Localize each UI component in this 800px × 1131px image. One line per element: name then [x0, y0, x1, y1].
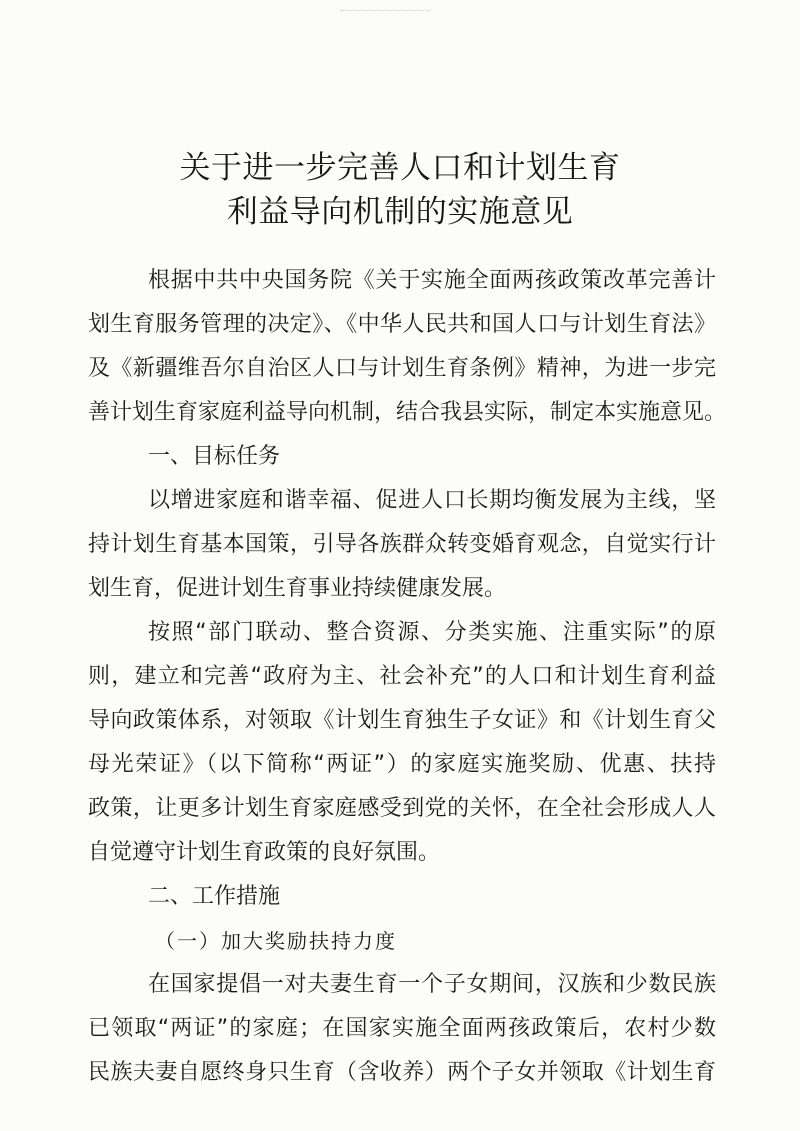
paragraph-line: 在国家提倡一对夫妻生育一个子女期间，汉族和少数民族: [148, 972, 716, 997]
intro-line: 善计划生育家庭利益导向机制，结合我县实际，制定本实施意见。: [88, 400, 727, 425]
section-heading-2: 二、工作措施: [148, 884, 281, 909]
paragraph-line: 以增进家庭和谐幸福、促进人口长期均衡发展为主线，坚: [148, 488, 716, 513]
paragraph-line: 按照“部门联动、整合资源、分类实施、注重实际”的原: [148, 620, 716, 645]
document-title-line-1: 关于进一步完善人口和计划生育: [179, 150, 621, 186]
sub-heading: （一）加大奖励扶持力度: [155, 929, 397, 953]
paragraph-line: 持计划生育基本国策，引导各族群众转变婚育观念，自觉实行计: [88, 532, 716, 557]
intro-line: 及《新疆维吾尔自治区人口与计划生育条例》精神，为进一步完: [88, 356, 716, 381]
scan-artifact: [340, 10, 430, 12]
paragraph-line: 划生育，促进计划生育事业持续健康发展。: [88, 576, 507, 601]
paragraph-line: 已领取“两证”的家庭；在国家实施全面两孩政策后，农村少数: [88, 1016, 716, 1041]
paragraph-line: 政策，让更多计划生育家庭感受到党的关怀，在全社会形成人人: [88, 796, 716, 821]
paragraph-line: 则，建立和完善“政府为主、社会补充”的人口和计划生育利益: [88, 664, 716, 689]
document-title-line-2: 利益导向机制的实施意见: [226, 194, 574, 230]
paragraph-line: 母光荣证》（以下简称“两证”）的家庭实施奖励、优惠、扶持: [88, 752, 716, 777]
paragraph-line: 自觉遵守计划生育政策的良好氛围。: [88, 840, 441, 865]
section-heading-1: 一、目标任务: [148, 444, 281, 469]
intro-line: 根据中共中央国务院《关于实施全面两孩政策改革完善计: [148, 268, 716, 293]
intro-line: 划生育服务管理的决定》、《中华人民共和国人口与计划生育法》: [88, 312, 716, 337]
paragraph-line: 民族夫妻自愿终身只生育（含收养）两个子女并领取《计划生育: [88, 1060, 716, 1085]
paragraph-line: 导向政策体系，对领取《计划生育独生子女证》和《计划生育父: [88, 708, 716, 733]
